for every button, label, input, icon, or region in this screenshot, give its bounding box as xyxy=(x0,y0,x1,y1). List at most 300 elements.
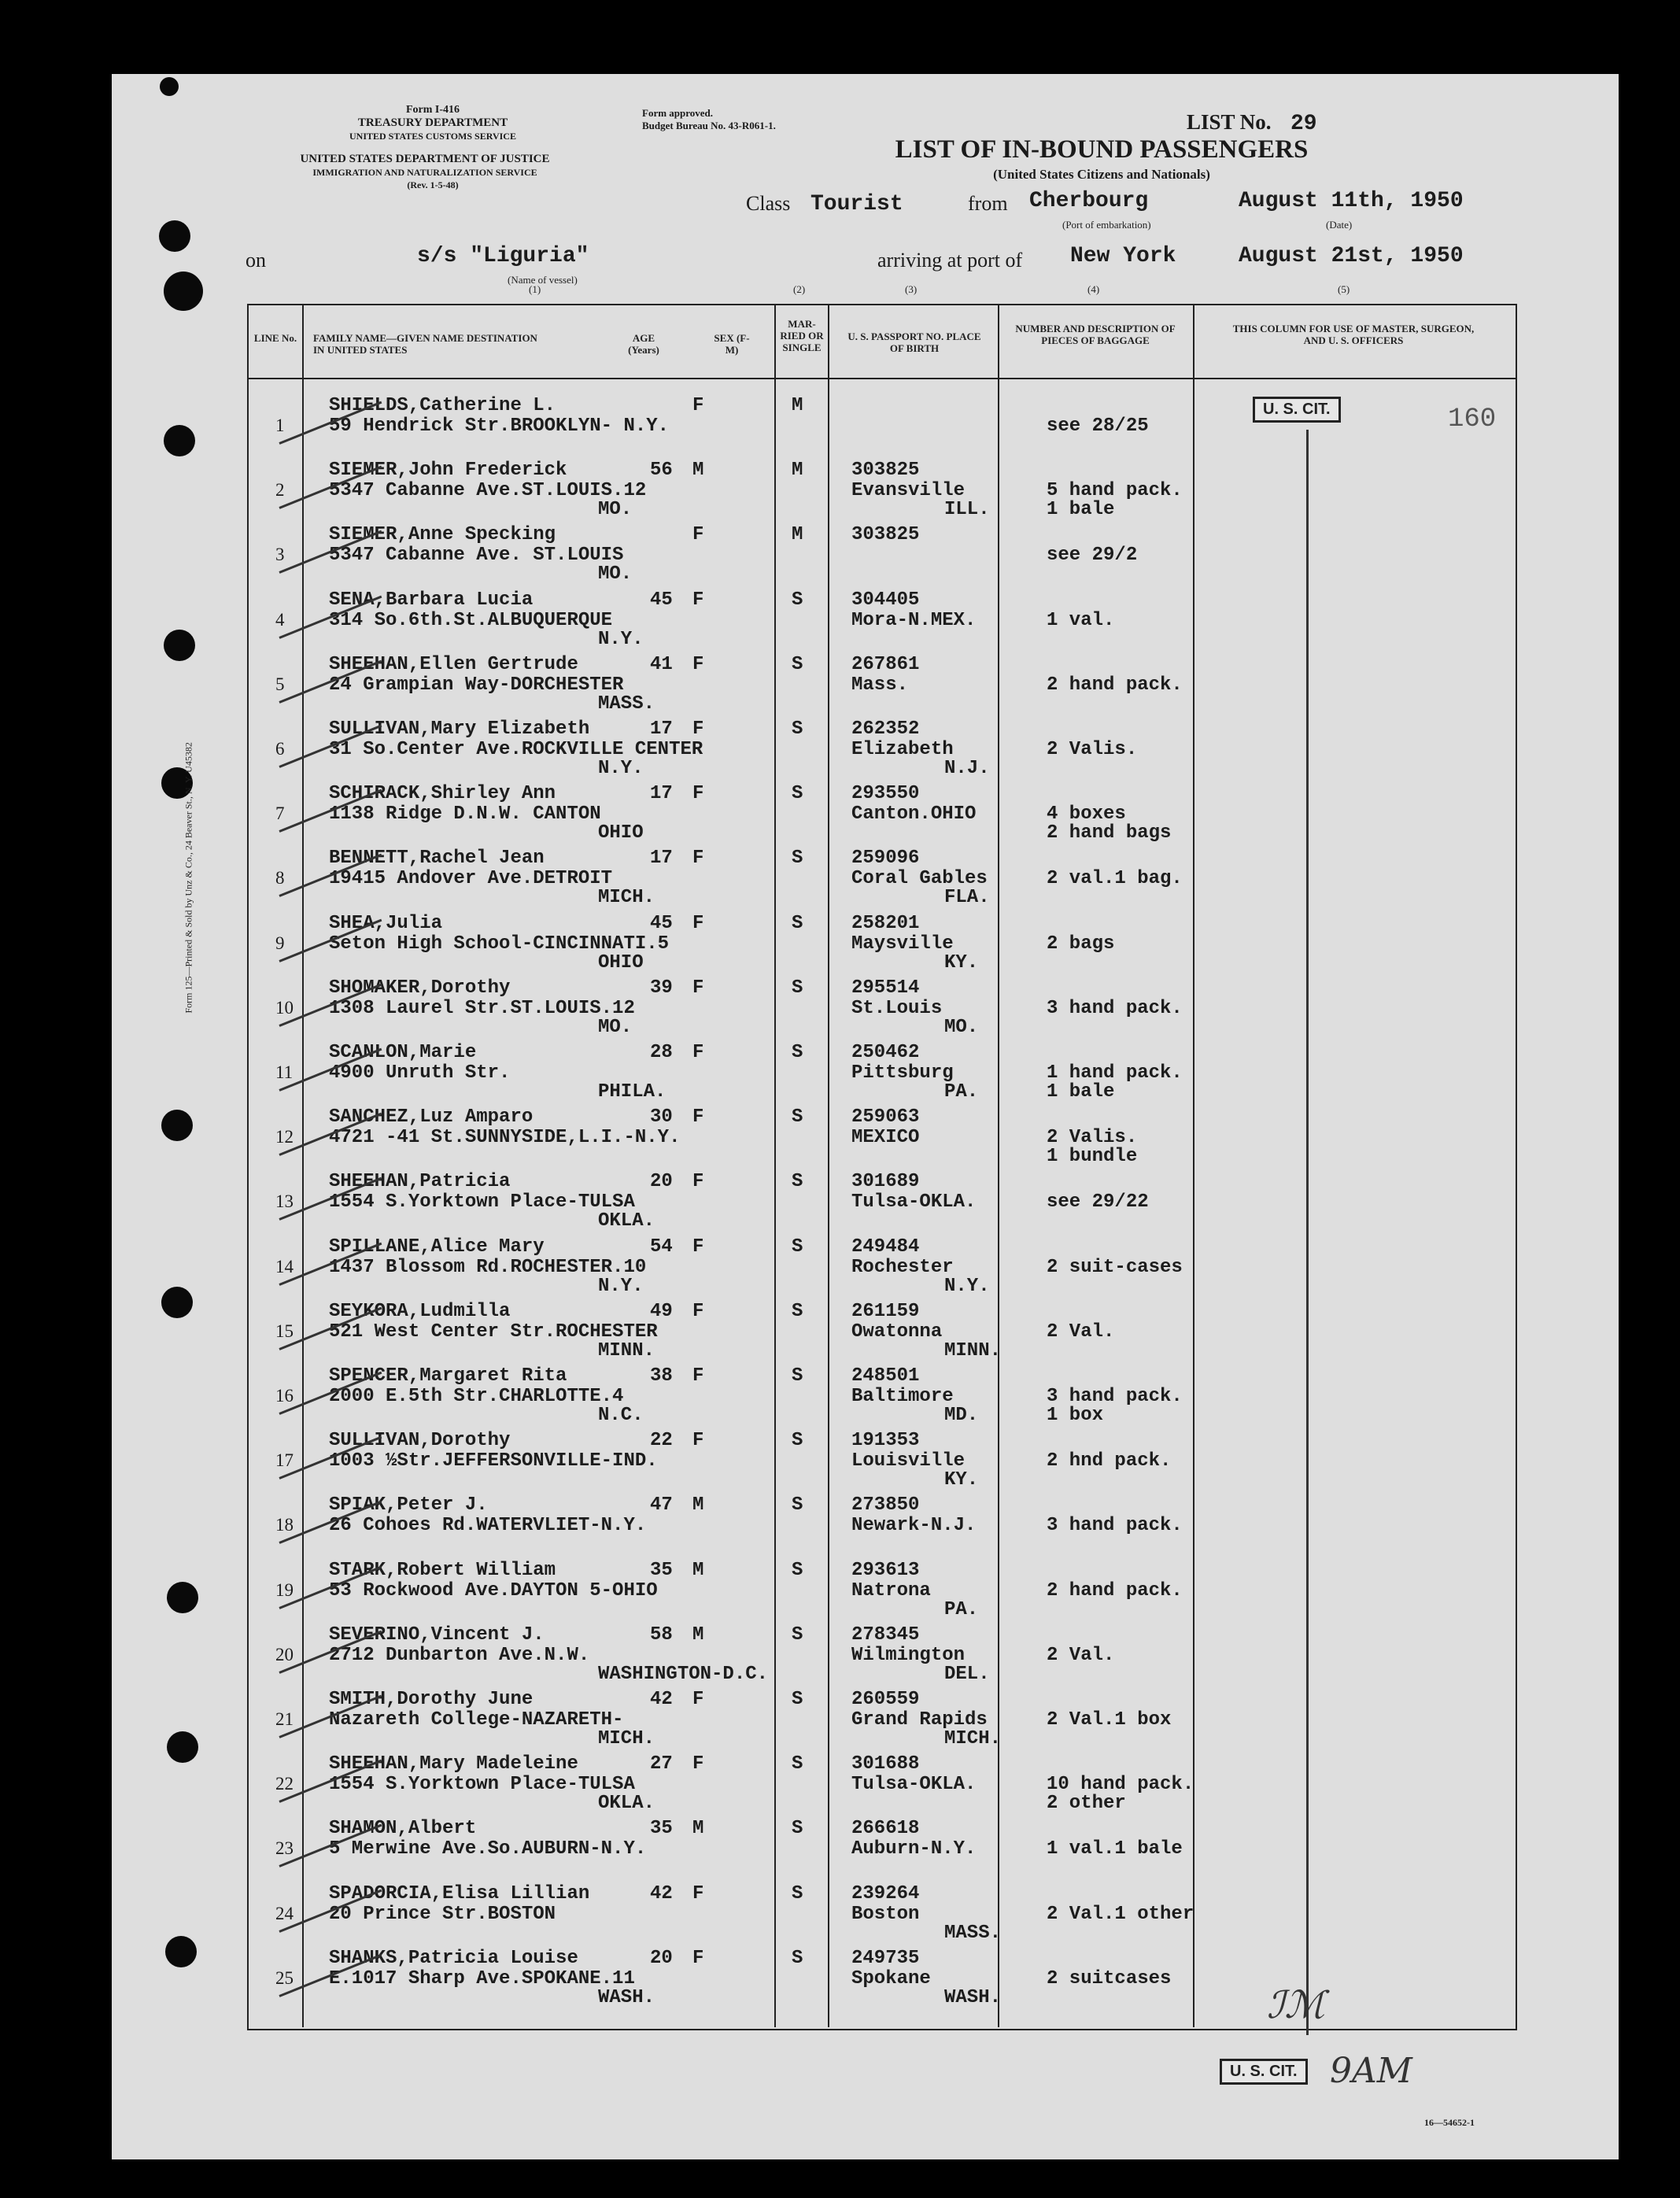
passenger-age: 20 xyxy=(650,1171,673,1193)
passenger-address: 31 So.Center Ave.ROCKVILLE CENTER xyxy=(329,739,703,760)
baggage-desc: 2 Val.1 box xyxy=(1047,1709,1172,1731)
passport-number: 249735 xyxy=(851,1947,920,1969)
passenger-name: SEYKORA,Ludmilla xyxy=(329,1300,511,1322)
place-of-birth: Newark-N.J. xyxy=(851,1515,977,1537)
col-married: MAR-RIED OR SINGLE xyxy=(780,318,824,353)
passport-number: 262352 xyxy=(851,719,920,740)
baggage-desc: 1 val. xyxy=(1047,609,1115,631)
passenger-address: 1554 S.Yorktown Place-TULSA xyxy=(329,1774,635,1796)
marital-status: S xyxy=(792,1365,803,1387)
passport-number: 304405 xyxy=(851,589,920,611)
place-of-birth-state: KY. xyxy=(944,951,979,973)
passport-number: 248501 xyxy=(851,1365,920,1387)
passenger-name: BENNETT,Rachel Jean xyxy=(329,848,545,870)
passenger-sex: F xyxy=(692,912,704,934)
passenger-sex: F xyxy=(692,719,704,740)
col-name: FAMILY NAME—GIVEN NAME DESTINATION IN UNITED STATES xyxy=(313,332,537,356)
passenger-sex: M xyxy=(692,1818,704,1840)
baggage-desc: 3 hand pack. xyxy=(1047,1386,1183,1407)
customs-service: UNITED STATES CUSTOMS SERVICE xyxy=(349,131,516,142)
list-label: LIST No. xyxy=(1187,110,1272,134)
passenger-age: 56 xyxy=(650,460,673,482)
passenger-sex: F xyxy=(692,783,704,805)
place-of-birth-state: MICH. xyxy=(944,1728,1002,1749)
divider-passport-col xyxy=(998,304,999,2027)
marital-status: S xyxy=(792,1624,803,1646)
printer-side-text: Form 125—Printed & Sold by Unz & Co., 24 Beaver St., N. Y. U45382 xyxy=(183,742,194,1014)
passenger-age: 41 xyxy=(650,653,673,675)
passenger-address: 26 Cohoes Rd.WATERVLIET-N.Y. xyxy=(329,1515,647,1537)
place-of-birth: Spokane xyxy=(851,1967,931,1989)
baggage-desc: 10 hand pack. xyxy=(1047,1774,1194,1796)
passport-number: 303825 xyxy=(851,524,920,546)
embark-port-caption: (Port of embarkation) xyxy=(1062,219,1151,231)
passenger-name: SHOMAKER,Dorothy xyxy=(329,977,511,999)
divider-baggage-col xyxy=(1193,304,1194,2027)
on-label: on xyxy=(246,249,266,272)
marital-status: S xyxy=(792,1494,803,1516)
passenger-age: 17 xyxy=(650,719,673,740)
passenger-sex: F xyxy=(692,524,704,546)
place-of-birth: Wilmington xyxy=(851,1644,966,1666)
manifest-title: LIST OF IN-BOUND PASSENGERS xyxy=(895,135,1309,164)
passenger-age: 49 xyxy=(650,1300,673,1322)
baggage-desc-2: 1 bale xyxy=(1047,499,1115,521)
baggage-desc: 2 hand pack. xyxy=(1047,1579,1183,1601)
passenger-address: Seton High School-CINCINNATI.5 xyxy=(329,933,670,955)
passenger-address-state: N.Y. xyxy=(598,628,644,650)
from-label: from xyxy=(968,192,1008,215)
col-num-3: (3) xyxy=(905,283,918,295)
passenger-sex: F xyxy=(692,653,704,675)
place-of-birth: Mass. xyxy=(851,674,909,696)
col-age: AGE (Years) xyxy=(628,332,659,356)
passenger-age: 28 xyxy=(650,1042,673,1063)
marital-status: S xyxy=(792,1882,803,1904)
passport-number: 273850 xyxy=(851,1494,920,1516)
passenger-address-state: N.Y. xyxy=(598,758,644,779)
marital-status: M xyxy=(792,460,803,482)
passenger-age: 30 xyxy=(650,1106,673,1129)
line-number: 2 xyxy=(275,480,285,501)
line-number: 8 xyxy=(275,868,285,888)
place-of-birth: Evansville xyxy=(851,480,966,502)
date-caption: (Date) xyxy=(1326,219,1353,231)
passenger-sex: F xyxy=(692,395,704,416)
line-number: 11 xyxy=(275,1062,294,1082)
binder-hole xyxy=(159,220,190,252)
marital-status: M xyxy=(792,395,803,416)
passport-number: 261159 xyxy=(851,1300,920,1322)
passenger-address-state: MINN. xyxy=(598,1339,655,1361)
passport-number: 260559 xyxy=(851,1689,920,1710)
place-of-birth: Grand Rapids xyxy=(851,1709,988,1731)
passenger-name: SENA,Barbara Lucia xyxy=(329,589,534,611)
binder-hole xyxy=(167,1582,198,1613)
passenger-sex: M xyxy=(692,1494,704,1516)
arrival-date: August 21st, 1950 xyxy=(1239,244,1464,268)
place-of-birth: Tulsa-OKLA. xyxy=(851,1191,977,1214)
count-annotation: 160 xyxy=(1448,405,1497,434)
passenger-address-state: MICH. xyxy=(598,887,655,909)
passport-number: 301689 xyxy=(851,1171,920,1193)
line-number: 1 xyxy=(275,416,285,435)
passenger-sex: F xyxy=(692,589,704,611)
line-number: 15 xyxy=(275,1321,294,1341)
passenger-sex: F xyxy=(692,1689,704,1710)
baggage-desc: 1 val.1 bale xyxy=(1047,1838,1183,1860)
passenger-age: 20 xyxy=(650,1947,673,1969)
baggage-desc: 2 hnd pack. xyxy=(1047,1450,1172,1472)
passenger-name: SCHIRACK,Shirley Ann xyxy=(329,783,556,805)
passenger-address-state: N.C. xyxy=(598,1405,644,1426)
passenger-age: 47 xyxy=(650,1494,673,1516)
passenger-address: 24 Grampian Way-DORCHESTER xyxy=(329,674,624,696)
binder-hole xyxy=(160,77,179,96)
place-of-birth: Coral Gables xyxy=(851,868,988,890)
form-approved: Form approved. xyxy=(642,107,714,119)
baggage-desc: 2 Valis. xyxy=(1047,1127,1138,1149)
passenger-address: 4721 -41 St.SUNNYSIDE,L.I.-N.Y. xyxy=(329,1127,681,1149)
place-of-birth-state: MASS. xyxy=(944,1922,1002,1944)
baggage-desc: 2 Val. xyxy=(1047,1321,1115,1343)
passenger-address: 5347 Cabanne Ave. ST.LOUIS xyxy=(329,545,624,567)
passenger-age: 38 xyxy=(650,1365,673,1387)
passenger-name: SHEEHAN,Patricia xyxy=(329,1171,511,1193)
binder-hole xyxy=(164,272,203,311)
passenger-address-state: MO. xyxy=(598,563,633,586)
passport-number: 293550 xyxy=(851,783,920,805)
passport-number: 267861 xyxy=(851,653,920,675)
divider-marital-col xyxy=(828,304,829,2027)
passenger-age: 39 xyxy=(650,977,673,999)
line-number: 5 xyxy=(275,674,285,694)
header-divider xyxy=(247,378,1516,379)
passport-number: 250462 xyxy=(851,1042,920,1063)
line-number: 22 xyxy=(275,1774,294,1794)
marital-status: S xyxy=(792,977,803,999)
line-number: 20 xyxy=(275,1644,294,1664)
passenger-sex: F xyxy=(692,1236,704,1258)
baggage-desc-2: 1 bundle xyxy=(1047,1146,1138,1168)
place-of-birth: St.Louis xyxy=(851,997,943,1019)
passenger-address: 5347 Cabanne Ave.ST.LOUIS.12 xyxy=(329,480,647,502)
passenger-address: 2000 E.5th Str.CHARLOTTE.4 xyxy=(329,1386,624,1407)
place-of-birth-state: DEL. xyxy=(944,1663,990,1685)
place-of-birth-state: PA. xyxy=(944,1081,979,1103)
line-number: 10 xyxy=(275,997,294,1018)
footer-code: 16—54652-1 xyxy=(1424,2117,1475,2128)
officer-vertical-line xyxy=(1306,430,1309,2035)
passenger-name: SCANLON,Marie xyxy=(329,1042,477,1063)
line-number: 3 xyxy=(275,545,285,565)
marital-status: M xyxy=(792,524,803,546)
passenger-name: SULLIVAN,Dorothy xyxy=(329,1430,511,1452)
passenger-name: SPENCER,Margaret Rita xyxy=(329,1365,567,1387)
marital-status: S xyxy=(792,589,803,611)
passenger-address: 521 West Center Str.ROCHESTER xyxy=(329,1321,658,1343)
baggage-desc: 4 boxes xyxy=(1047,803,1126,826)
passenger-name: SULLIVAN,Mary Elizabeth xyxy=(329,719,590,740)
passenger-address: 20 Prince Str.BOSTON xyxy=(329,1903,556,1925)
col-baggage: NUMBER AND DESCRIPTION OF PIECES OF BAGGAGE xyxy=(1015,323,1176,346)
marital-status: S xyxy=(792,1236,803,1258)
embark-port: Cherbourg xyxy=(1029,189,1149,213)
binder-hole xyxy=(161,1287,193,1318)
marital-status: S xyxy=(792,1559,803,1581)
marital-status: S xyxy=(792,1947,803,1969)
passenger-address: 1554 S.Yorktown Place-TULSA xyxy=(329,1191,635,1214)
passenger-sex: F xyxy=(692,1365,704,1387)
vessel-name: s/s "Liguria" xyxy=(417,244,589,268)
passenger-address-state: OHIO xyxy=(598,951,644,973)
col-officers: THIS COLUMN FOR USE OF MASTER, SURGEON, AND U. S. OFFICERS xyxy=(1232,323,1475,346)
marital-status: S xyxy=(792,1430,803,1452)
embark-date: August 11th, 1950 xyxy=(1239,189,1464,213)
place-of-birth: Natrona xyxy=(851,1579,931,1601)
passenger-address: 2712 Dunbarton Ave.N.W. xyxy=(329,1644,590,1666)
passenger-name: SEVERINO,Vincent J. xyxy=(329,1624,545,1646)
place-of-birth: Auburn-N.Y. xyxy=(851,1838,977,1860)
ins-service: IMMIGRATION AND NATURALIZATION SERVICE xyxy=(312,167,537,178)
passport-number: 239264 xyxy=(851,1882,920,1904)
line-number: 6 xyxy=(275,739,285,759)
budget-bureau: Budget Bureau No. 43-R061-1. xyxy=(642,120,776,131)
place-of-birth: Rochester xyxy=(851,1256,954,1278)
passenger-sex: F xyxy=(692,1753,704,1775)
passport-number: 259063 xyxy=(851,1106,920,1129)
passport-number: 301688 xyxy=(851,1753,920,1775)
passenger-sex: M xyxy=(692,1624,704,1646)
baggage-desc: 2 val.1 bag. xyxy=(1047,868,1183,890)
passenger-age: 45 xyxy=(650,912,673,934)
line-number: 14 xyxy=(275,1256,294,1276)
place-of-birth-state: N.J. xyxy=(944,758,990,779)
baggage-desc: 1 hand pack. xyxy=(1047,1062,1183,1084)
marital-status: S xyxy=(792,1300,803,1322)
treasury-dept: TREASURY DEPARTMENT xyxy=(357,116,508,129)
baggage-desc-2: 1 box xyxy=(1047,1405,1104,1426)
class-value: Tourist xyxy=(810,192,903,216)
passenger-address-state: N.Y. xyxy=(598,1275,644,1297)
marital-status: S xyxy=(792,1171,803,1193)
passenger-address: 314 So.6th.St.ALBUQUERQUE xyxy=(329,609,613,631)
passenger-sex: F xyxy=(692,977,704,999)
line-number: 24 xyxy=(275,1903,294,1923)
arrival-port: New York xyxy=(1070,244,1176,268)
col-num-1: (1) xyxy=(529,283,541,295)
place-of-birth: Boston xyxy=(851,1903,920,1925)
passenger-address: 53 Rockwood Ave.DAYTON 5-OHIO xyxy=(329,1579,658,1601)
place-of-birth-state: FLA. xyxy=(944,887,990,909)
marital-status: S xyxy=(792,783,803,805)
passenger-name: SHAMON,Albert xyxy=(329,1818,477,1840)
vessel-caption: (Name of vessel) xyxy=(508,274,578,286)
passenger-address: 1308 Laurel Str.ST.LOUIS.12 xyxy=(329,997,635,1019)
passenger-address-state: OKLA. xyxy=(598,1210,655,1232)
marital-status: S xyxy=(792,653,803,675)
col-num-2: (2) xyxy=(793,283,806,295)
manifest-subtitle: (United States Citizens and Nationals) xyxy=(993,167,1210,182)
passport-number: 278345 xyxy=(851,1624,920,1646)
place-of-birth-state: MINN. xyxy=(944,1339,1002,1361)
baggage-desc: 3 hand pack. xyxy=(1047,997,1183,1019)
place-of-birth: Baltimore xyxy=(851,1386,954,1407)
passenger-sex: M xyxy=(692,460,704,482)
marital-status: S xyxy=(792,848,803,870)
place-of-birth: Owatonna xyxy=(851,1321,943,1343)
passport-number: 258201 xyxy=(851,912,920,934)
place-of-birth-state: MO. xyxy=(944,1016,979,1038)
baggage-desc: 2 suitcases xyxy=(1047,1967,1172,1989)
line-number: 25 xyxy=(275,1967,294,1988)
line-number: 4 xyxy=(275,609,285,630)
place-of-birth-state: MD. xyxy=(944,1405,979,1426)
passenger-name: SHEEHAN,Mary Madeleine xyxy=(329,1753,578,1775)
passenger-address: 1138 Ridge D.N.W. CANTON xyxy=(329,803,601,826)
passenger-sex: M xyxy=(692,1559,704,1581)
passenger-address: 59 Hendrick Str.BROOKLYN- N.Y. xyxy=(329,416,670,437)
passenger-address: 5 Merwine Ave.So.AUBURN-N.Y. xyxy=(329,1838,647,1860)
form-number: Form I-416 xyxy=(405,104,460,116)
passenger-name: SPIAK,Peter J. xyxy=(329,1494,488,1516)
place-of-birth: Mora-N.MEX. xyxy=(851,609,977,631)
col-line: LINE No. xyxy=(253,332,297,344)
baggage-desc-2: 1 bale xyxy=(1047,1081,1115,1103)
place-of-birth: Elizabeth xyxy=(851,739,954,760)
baggage-desc: see 28/25 xyxy=(1047,416,1149,437)
place-of-birth-state: ILL. xyxy=(944,499,990,521)
marital-status: S xyxy=(792,1042,803,1063)
passport-number: 293613 xyxy=(851,1559,920,1581)
passenger-address-state: MASS. xyxy=(598,693,655,715)
passenger-age: 42 xyxy=(650,1689,673,1710)
revision: (Rev. 1-5-48) xyxy=(407,179,459,190)
passenger-name: SMITH,Dorothy June xyxy=(329,1689,534,1710)
line-number: 21 xyxy=(275,1709,294,1729)
passenger-sex: F xyxy=(692,848,704,870)
passenger-age: 17 xyxy=(650,848,673,870)
passenger-address: Nazareth College-NAZARETH- xyxy=(329,1709,624,1731)
justice-dept: UNITED STATES DEPARTMENT OF JUSTICE xyxy=(300,153,550,165)
place-of-birth-state: N.Y. xyxy=(944,1275,990,1297)
passenger-address-state: WASH. xyxy=(598,1986,655,2008)
passport-number: 266618 xyxy=(851,1818,920,1840)
binder-hole xyxy=(167,1731,198,1763)
passport-number: 249484 xyxy=(851,1236,920,1258)
baggage-desc: see 29/22 xyxy=(1047,1191,1149,1214)
baggage-desc: 2 bags xyxy=(1047,933,1115,955)
baggage-desc: 2 Valis. xyxy=(1047,739,1138,760)
passenger-address-state: MICH. xyxy=(598,1728,655,1749)
line-number: 12 xyxy=(275,1127,294,1147)
marital-status: S xyxy=(792,1689,803,1710)
passenger-name: SHEA,Julia xyxy=(329,912,443,934)
passenger-name: SHANKS,Patricia Louise xyxy=(329,1947,578,1969)
line-number: 17 xyxy=(275,1450,294,1471)
place-of-birth-state: WASH. xyxy=(944,1986,1002,2008)
passenger-address: E.1017 Sharp Ave.SPOKANE.11 xyxy=(329,1967,635,1989)
passenger-name: SPILLANE,Alice Mary xyxy=(329,1236,545,1258)
list-number: 29 xyxy=(1290,112,1317,136)
baggage-desc-2: 2 hand bags xyxy=(1047,822,1172,844)
passenger-sex: F xyxy=(692,1430,704,1452)
passenger-name: SPADORCIA,Elisa Lillian xyxy=(329,1882,590,1904)
passenger-age: 35 xyxy=(650,1559,673,1581)
place-of-birth: Tulsa-OKLA. xyxy=(851,1774,977,1796)
marital-status: S xyxy=(792,1106,803,1129)
passenger-age: 45 xyxy=(650,589,673,611)
baggage-desc: 2 Val.1 other xyxy=(1047,1903,1194,1925)
col-passport: U. S. PASSPORT NO. PLACE OF BIRTH xyxy=(847,331,981,354)
passenger-age: 27 xyxy=(650,1753,673,1775)
passenger-sex: F xyxy=(692,1042,704,1063)
marital-status: S xyxy=(792,1818,803,1840)
marital-status: S xyxy=(792,1753,803,1775)
binder-hole xyxy=(161,1110,193,1141)
passenger-address-state: MO. xyxy=(598,499,633,521)
passenger-name: SHIELDS,Catherine L. xyxy=(329,395,556,416)
line-number: 18 xyxy=(275,1515,294,1535)
passenger-age: 54 xyxy=(650,1236,673,1258)
passenger-age: 22 xyxy=(650,1430,673,1452)
us-citizen-stamp: U. S. CIT. xyxy=(1253,397,1341,423)
baggage-desc: 2 suit-cases xyxy=(1047,1256,1183,1278)
passenger-sex: F xyxy=(692,1882,704,1904)
col-sex: SEX (F-M) xyxy=(714,332,750,356)
passport-number: 191353 xyxy=(851,1430,920,1452)
line-number: 16 xyxy=(275,1386,294,1406)
passenger-age: 17 xyxy=(650,783,673,805)
baggage-desc-2: 2 other xyxy=(1047,1793,1126,1815)
passenger-address-state: MO. xyxy=(598,1016,633,1038)
passenger-address: 19415 Andover Ave.DETROIT xyxy=(329,868,613,890)
place-of-birth: MEXICO xyxy=(851,1127,920,1149)
passenger-sex: F xyxy=(692,1171,704,1193)
line-number: 9 xyxy=(275,933,285,953)
passport-number: 295514 xyxy=(851,977,920,999)
class-label: Class xyxy=(746,192,791,215)
passport-number: 259096 xyxy=(851,848,920,870)
line-number: 13 xyxy=(275,1191,294,1212)
col-num-5: (5) xyxy=(1338,283,1350,295)
baggage-desc: 5 hand pack. xyxy=(1047,480,1183,502)
arriving-label: arriving at port of xyxy=(877,249,1023,272)
divider-name-col xyxy=(774,304,776,2027)
officer-signature: ℐℳ xyxy=(1267,1983,1325,2027)
passenger-address-state: WASHINGTON-D.C. xyxy=(598,1663,769,1685)
passenger-name: SIEMER,Anne Specking xyxy=(329,524,556,546)
passenger-address-state: OHIO xyxy=(598,822,644,844)
baggage-desc: 2 hand pack. xyxy=(1047,674,1183,696)
passenger-age: 42 xyxy=(650,1882,673,1904)
passenger-address-state: PHILA. xyxy=(598,1081,666,1103)
place-of-birth-state: KY. xyxy=(944,1469,979,1491)
place-of-birth-state: PA. xyxy=(944,1598,979,1620)
binder-hole xyxy=(164,425,195,456)
passenger-name: SANCHEZ,Luz Amparo xyxy=(329,1106,534,1129)
place-of-birth: Pittsburg xyxy=(851,1062,954,1084)
passenger-age: 35 xyxy=(650,1818,673,1840)
line-number: 23 xyxy=(275,1838,294,1859)
passenger-address: 4900 Unruth Str. xyxy=(329,1062,511,1084)
handwritten-time-note: 9AM xyxy=(1330,2051,1412,2091)
passenger-sex: F xyxy=(692,1106,704,1129)
baggage-desc: 3 hand pack. xyxy=(1047,1515,1183,1537)
us-citizen-stamp-bottom: U. S. CIT. xyxy=(1220,2059,1308,2085)
marital-status: S xyxy=(792,719,803,740)
marital-status: S xyxy=(792,912,803,934)
